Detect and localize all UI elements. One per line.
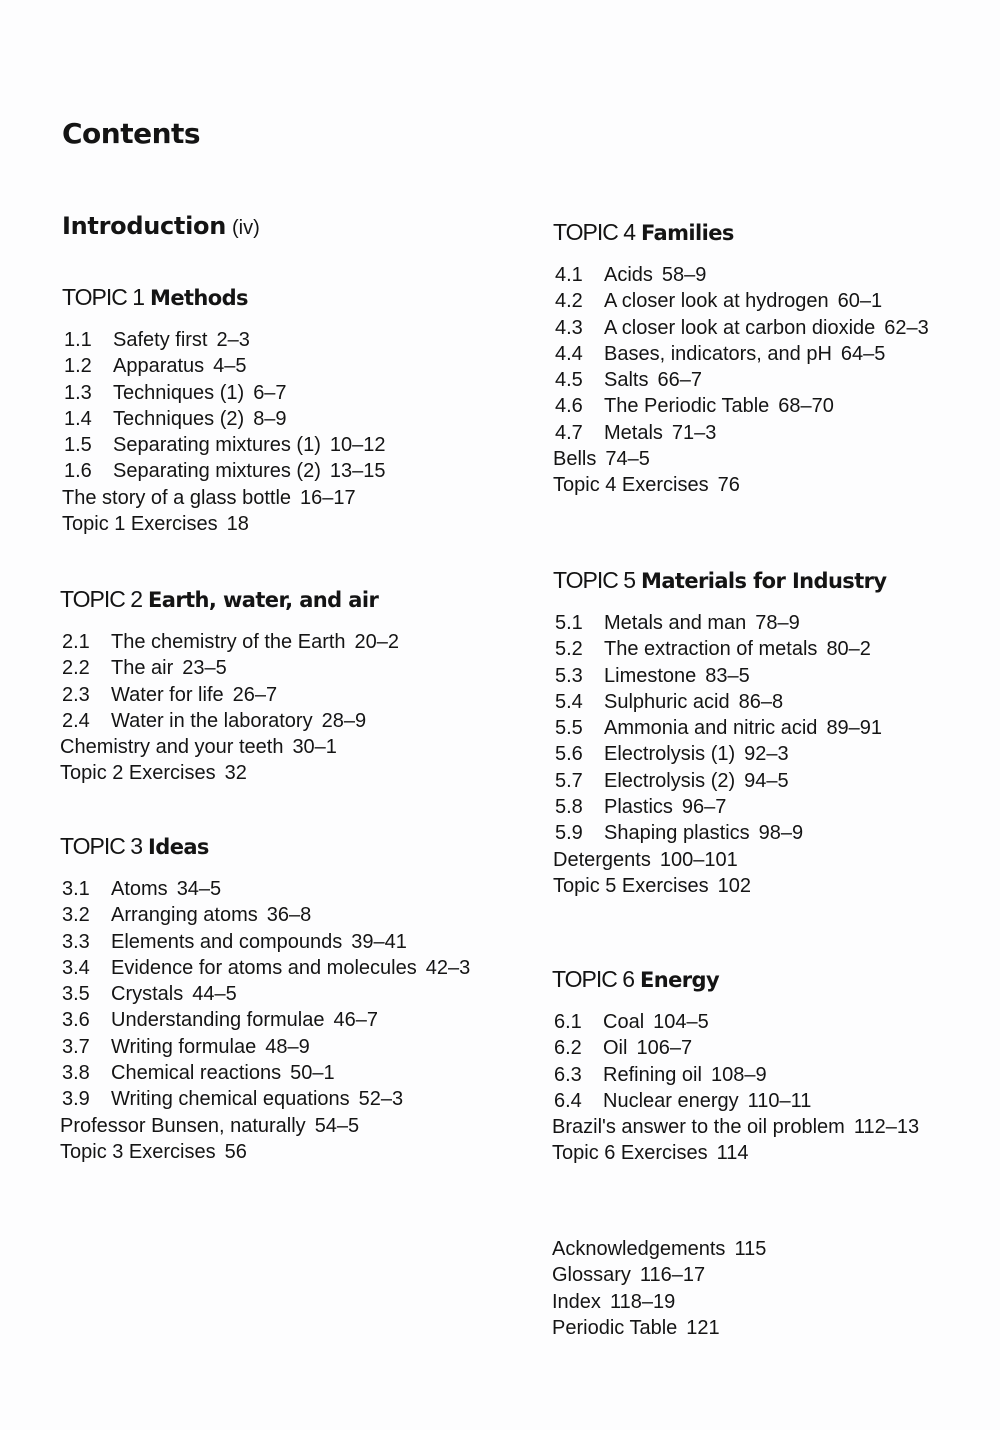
entry-title: Chemical reactions: [111, 1062, 282, 1085]
entry-title: The Periodic Table: [604, 395, 770, 418]
topic-2-section: [60, 588, 399, 787]
entry-title: The air: [111, 657, 174, 680]
entry-number: 1.3: [64, 381, 92, 404]
entry-pages: 13–15: [329, 460, 386, 483]
entry-pages: 94–5: [744, 769, 789, 792]
entry-number: 3.1: [62, 878, 90, 900]
entry-title: Refining oil: [603, 1063, 702, 1086]
entry-title: Topic 6 Exercises: [552, 1142, 708, 1165]
entry-pages: 54–5: [314, 1114, 360, 1137]
entry-number: 4.4: [555, 342, 583, 365]
toc-entry[interactable]: [553, 794, 887, 820]
entry-pages: 118–19: [609, 1290, 676, 1313]
entry-number: 6.1: [554, 1011, 582, 1033]
entry-pages: 18: [226, 513, 249, 536]
entry-pages: 64–5: [840, 342, 886, 365]
entry-title: Bases, indicators, and pH: [604, 342, 832, 365]
topic-entry-list: [60, 629, 399, 787]
entry-pages: 50–1: [290, 1062, 335, 1085]
entry-pages: 62–3: [884, 316, 929, 339]
backmatter-section: [552, 1236, 766, 1341]
introduction-page: (iv): [231, 217, 260, 239]
toc-entry[interactable]: [553, 847, 887, 873]
entry-pages: 89–91: [826, 717, 883, 740]
entry-number: 3.3: [62, 930, 90, 953]
entry-title: Plastics: [604, 796, 673, 819]
entry-pages: 10–12: [329, 434, 386, 457]
entry-number: 3.4: [62, 956, 90, 979]
toc-entry[interactable]: [553, 393, 929, 419]
entry-number: 1.5: [64, 434, 92, 457]
backmatter-list: [552, 1236, 766, 1341]
toc-entry[interactable]: [553, 367, 929, 393]
toc-entry[interactable]: [60, 734, 399, 760]
entry-pages: 114: [716, 1142, 749, 1165]
entry-number: 6.3: [554, 1063, 582, 1086]
toc-entry[interactable]: [553, 768, 887, 794]
entry-pages: 100–101: [659, 848, 738, 871]
topic-heading: [62, 286, 386, 310]
entry-number: 2.3: [62, 683, 90, 706]
toc-entry[interactable]: [60, 902, 470, 928]
entry-pages: 112–13: [853, 1116, 920, 1139]
backmatter-entry[interactable]: [552, 1289, 766, 1315]
entry-title: Elements and compounds: [111, 930, 343, 953]
entry-title: Brazil's answer to the oil problem: [552, 1116, 845, 1139]
entry-number: 5.1: [555, 612, 583, 634]
entry-title: Writing formulae: [111, 1035, 257, 1058]
toc-entry[interactable]: [60, 1034, 470, 1060]
entry-number: 5.7: [555, 769, 583, 792]
entry-title: Acids: [604, 264, 653, 286]
entry-number: 4.5: [555, 369, 583, 392]
entry-title: Topic 5 Exercises: [553, 874, 709, 897]
entry-pages: 32: [224, 762, 247, 785]
entry-title: A closer look at carbon dioxide: [604, 316, 876, 339]
entry-pages: 4–5: [213, 355, 247, 378]
toc-entry[interactable]: [552, 1062, 919, 1088]
toc-entry[interactable]: [62, 406, 386, 432]
entry-pages: 121: [686, 1316, 720, 1339]
entry-pages: 20–2: [354, 631, 400, 653]
entry-pages: 48–9: [265, 1035, 310, 1058]
entry-title: Bells: [553, 448, 597, 471]
entry-title: Separating mixtures (2): [113, 460, 321, 483]
topic-label: TOPIC 4: [553, 219, 636, 245]
topic-entry-list: [60, 876, 470, 1165]
entry-pages: 58–9: [661, 264, 707, 286]
entry-title: Understanding formulae: [111, 1009, 325, 1032]
entry-title: Sulphuric acid: [604, 690, 730, 713]
entry-title: Index: [552, 1290, 601, 1313]
entry-pages: 68–70: [778, 395, 834, 418]
entry-title: Periodic Table: [552, 1316, 678, 1339]
toc-entry[interactable]: [553, 741, 887, 767]
entry-pages: 34–5: [176, 878, 222, 900]
topic-name: Families: [641, 221, 734, 245]
entry-pages: 39–41: [351, 930, 407, 953]
entry-pages: 26–7: [232, 683, 278, 706]
toc-entry[interactable]: [62, 432, 386, 458]
entry-title: Coal: [603, 1011, 645, 1033]
entry-number: 4.3: [555, 316, 583, 339]
toc-entry[interactable]: [60, 629, 399, 655]
entry-title: Apparatus: [113, 355, 205, 378]
entry-number: 4.6: [555, 395, 583, 418]
entry-pages: 23–5: [182, 657, 227, 680]
entry-pages: 8–9: [253, 407, 287, 430]
topic-4-section: [553, 221, 929, 499]
toc-entry[interactable]: [553, 472, 929, 498]
entry-number: 3.9: [62, 1088, 90, 1111]
entry-number: 5.8: [555, 796, 583, 819]
entry-pages: 28–9: [321, 709, 367, 732]
entry-title: Topic 1 Exercises: [62, 513, 218, 536]
entry-pages: 30–1: [292, 736, 337, 759]
toc-entry[interactable]: [62, 380, 386, 406]
entry-number: 5.6: [555, 743, 583, 766]
entry-number: 4.7: [555, 421, 583, 444]
entry-title: A closer look at hydrogen: [604, 290, 829, 313]
entry-pages: 46–7: [333, 1009, 378, 1032]
entry-title: Techniques (1): [113, 381, 245, 404]
toc-entry[interactable]: [60, 929, 470, 955]
topic-entry-list: [552, 1009, 919, 1167]
entry-pages: 102: [717, 874, 751, 897]
entry-title: Separating mixtures (1): [113, 434, 321, 457]
entry-title: Topic 3 Exercises: [60, 1140, 216, 1163]
toc-entry[interactable]: [60, 1060, 470, 1086]
entry-pages: 108–9: [710, 1063, 767, 1086]
topic-name: Materials for Industry: [641, 569, 887, 593]
topic-label: TOPIC 5: [553, 567, 636, 593]
entry-pages: 60–1: [837, 290, 883, 313]
entry-title: The chemistry of the Earth: [111, 631, 346, 653]
entry-number: 5.3: [555, 664, 583, 687]
entry-pages: 80–2: [826, 638, 871, 661]
entry-title: Topic 4 Exercises: [553, 474, 709, 497]
topic-label: TOPIC 6: [552, 966, 635, 992]
toc-entry[interactable]: [60, 682, 399, 708]
topic-label: TOPIC 2: [60, 586, 143, 612]
entry-title: Glossary: [552, 1264, 631, 1287]
toc-entry[interactable]: [62, 327, 386, 353]
entry-title: Evidence for atoms and molecules: [111, 956, 417, 979]
topic-name: Methods: [150, 286, 248, 310]
topic-heading: [60, 588, 399, 612]
toc-entry[interactable]: [60, 1007, 470, 1033]
toc-entry[interactable]: [60, 981, 470, 1007]
entry-title: Atoms: [111, 878, 168, 900]
toc-entry[interactable]: [62, 458, 386, 484]
backmatter-entry[interactable]: [552, 1262, 766, 1288]
entry-number: 5.9: [555, 822, 583, 845]
entry-pages: 98–9: [758, 822, 804, 845]
entry-pages: 106–7: [636, 1037, 693, 1060]
entry-pages: 6–7: [253, 381, 287, 404]
entry-pages: 52–3: [358, 1088, 404, 1111]
toc-entry[interactable]: [60, 876, 470, 902]
entry-number: 6.4: [554, 1089, 582, 1112]
toc-entry[interactable]: [60, 955, 470, 981]
entry-number: 2.2: [62, 657, 90, 680]
toc-entry[interactable]: [552, 1140, 919, 1166]
toc-entry[interactable]: [552, 1035, 919, 1061]
entry-number: 5.2: [555, 638, 583, 661]
entry-number: 6.2: [554, 1037, 582, 1060]
page-title: Contents: [62, 117, 201, 150]
entry-pages: 71–3: [671, 421, 717, 444]
toc-entry[interactable]: [553, 663, 887, 689]
entry-title: The story of a glass bottle: [62, 486, 292, 509]
entry-pages: 110–11: [747, 1089, 812, 1112]
topic-label: TOPIC 1: [62, 284, 145, 310]
toc-entry[interactable]: [552, 1088, 919, 1114]
entry-title: Water in the laboratory: [111, 709, 313, 732]
toc-entry[interactable]: [552, 1009, 919, 1035]
entry-number: 3.7: [62, 1035, 90, 1058]
toc-entry[interactable]: [62, 511, 386, 537]
entry-pages: 104–5: [653, 1011, 709, 1033]
entry-title: Detergents: [553, 848, 651, 871]
entry-pages: 92–3: [744, 743, 789, 766]
topic-6-section: [552, 968, 919, 1167]
entry-number: 4.2: [555, 290, 583, 313]
topic-name: Energy: [640, 968, 720, 992]
entry-number: 2.4: [62, 709, 90, 732]
entry-pages: 76: [717, 474, 740, 497]
toc-entry[interactable]: [553, 689, 887, 715]
entry-title: Writing chemical equations: [111, 1088, 350, 1111]
entry-pages: 66–7: [657, 369, 702, 392]
entry-title: Electrolysis (1): [604, 743, 736, 766]
entry-title: Arranging atoms: [111, 904, 258, 927]
entry-number: 3.8: [62, 1062, 90, 1085]
introduction-title: Introduction: [62, 212, 226, 240]
entry-title: Electrolysis (2): [604, 769, 736, 792]
toc-entry[interactable]: [60, 1086, 470, 1112]
topic-name: Earth, water, and air: [148, 588, 379, 612]
entry-pages: 16–17: [300, 486, 356, 509]
entry-pages: 42–3: [425, 956, 471, 979]
toc-entry[interactable]: [60, 1139, 470, 1165]
entry-title: Techniques (2): [113, 407, 245, 430]
toc-entry[interactable]: [553, 820, 887, 846]
topic-heading: [552, 968, 919, 992]
topic-entry-list: [553, 610, 887, 899]
toc-entry[interactable]: [553, 715, 887, 741]
entry-number: 3.5: [62, 983, 90, 1006]
entry-title: Metals and man: [604, 612, 747, 634]
topic-label: TOPIC 3: [60, 833, 143, 859]
topic-5-section: [553, 569, 887, 899]
toc-entry[interactable]: [553, 341, 929, 367]
entry-pages: 56: [224, 1140, 247, 1163]
entry-title: Safety first: [113, 329, 208, 351]
entry-title: The extraction of metals: [604, 638, 818, 661]
topic-name: Ideas: [148, 835, 209, 859]
toc-entry[interactable]: [553, 420, 929, 446]
topic-1-section: [62, 286, 386, 537]
topic-heading: [553, 221, 929, 245]
entry-number: 1.2: [64, 355, 92, 378]
entry-title: Ammonia and nitric acid: [604, 717, 818, 740]
entry-pages: 116–17: [639, 1264, 706, 1287]
entry-title: Limestone: [604, 664, 697, 687]
toc-entry[interactable]: [60, 655, 399, 681]
entry-pages: 83–5: [705, 664, 750, 687]
topic-entry-list: [62, 327, 386, 537]
toc-entry[interactable]: [553, 315, 929, 341]
topic-heading: [553, 569, 887, 593]
entry-title: Shaping plastics: [604, 822, 750, 845]
entry-number: 1.1: [64, 329, 92, 351]
entry-title: Topic 2 Exercises: [60, 762, 216, 785]
toc-entry[interactable]: [60, 708, 399, 734]
entry-pages: 36–8: [266, 904, 312, 927]
entry-title: Oil: [603, 1037, 628, 1060]
toc-entry[interactable]: [553, 610, 887, 636]
entry-title: Professor Bunsen, naturally: [60, 1114, 306, 1137]
entry-number: 4.1: [555, 264, 583, 286]
toc-entry[interactable]: [60, 1113, 470, 1139]
entry-title: Chemistry and your teeth: [60, 736, 284, 759]
entry-title: Nuclear energy: [603, 1089, 739, 1112]
entry-pages: 74–5: [605, 448, 650, 471]
entry-title: Salts: [604, 369, 649, 392]
topic-entry-list: [553, 262, 929, 499]
introduction-entry[interactable]: [62, 214, 260, 238]
toc-entry[interactable]: [60, 760, 399, 786]
entry-title: Crystals: [111, 983, 184, 1006]
entry-pages: 86–8: [738, 690, 784, 713]
entry-number: 2.1: [62, 631, 90, 653]
entry-title: Acknowledgements: [552, 1238, 726, 1260]
toc-entry[interactable]: [552, 1114, 919, 1140]
toc-entry[interactable]: [553, 262, 929, 288]
backmatter-entry[interactable]: [552, 1315, 766, 1341]
entry-pages: 44–5: [192, 983, 237, 1006]
entry-pages: 78–9: [755, 612, 800, 634]
entry-number: 5.4: [555, 690, 583, 713]
entry-title: Water for life: [111, 683, 224, 706]
entry-number: 5.5: [555, 717, 583, 740]
entry-pages: 2–3: [216, 329, 250, 351]
entry-number: 1.6: [64, 460, 92, 483]
entry-title: Metals: [604, 421, 663, 444]
toc-entry[interactable]: [62, 485, 386, 511]
entry-number: 1.4: [64, 407, 92, 430]
entry-pages: 96–7: [681, 796, 727, 819]
backmatter-entry[interactable]: [552, 1236, 766, 1262]
toc-entry[interactable]: [553, 636, 887, 662]
entry-pages: 115: [734, 1238, 767, 1260]
toc-entry[interactable]: [62, 353, 386, 379]
topic-heading: [60, 835, 470, 859]
toc-entry[interactable]: [553, 288, 929, 314]
topic-3-section: [60, 835, 470, 1165]
toc-entry[interactable]: [553, 446, 929, 472]
toc-entry[interactable]: [553, 873, 887, 899]
entry-number: 3.2: [62, 904, 90, 927]
entry-number: 3.6: [62, 1009, 90, 1032]
